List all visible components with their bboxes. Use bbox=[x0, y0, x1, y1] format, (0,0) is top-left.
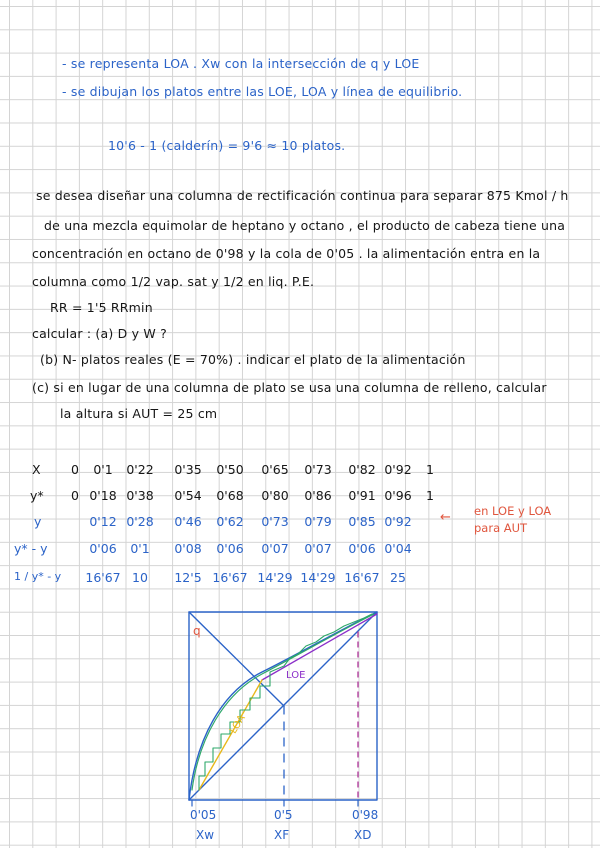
cell-diff: 0'1 bbox=[130, 541, 150, 556]
question-c-line-2: la altura si AUT = 25 cm bbox=[60, 406, 218, 421]
cell-diff: 0'06 bbox=[89, 541, 117, 556]
cell-y-star: 0'54 bbox=[174, 488, 202, 503]
label-loe: LOE bbox=[286, 670, 306, 681]
plates-calculation: 10'6 - 1 (calderín) = 9'6 ≈ 10 platos. bbox=[108, 138, 346, 153]
cell-x: 0'22 bbox=[126, 462, 154, 477]
cell-diff: 0'06 bbox=[348, 541, 376, 556]
reflux-ratio: RR = 1'5 RRmin bbox=[50, 300, 153, 315]
note-line-1: - se representa LOA . Xw con la intersección de q y LOE bbox=[62, 56, 420, 71]
cell-y-star: 0'80 bbox=[261, 488, 289, 503]
question-b: (b) N- platos reales (E = 70%) . indicar el plato de la alimentación bbox=[40, 352, 466, 367]
row-label-y-star: y* bbox=[30, 488, 44, 503]
row-label-diff: y* - y bbox=[14, 541, 48, 556]
cell-inverse: 14'29 bbox=[257, 570, 293, 585]
cell-inverse: 14'29 bbox=[300, 570, 336, 585]
cell-x: 0'35 bbox=[174, 462, 202, 477]
cell-y-star: 0 bbox=[71, 488, 79, 503]
cell-y-star: 0'91 bbox=[348, 488, 376, 503]
cell-diff: 0'07 bbox=[304, 541, 332, 556]
cell-y-star: 0'18 bbox=[89, 488, 117, 503]
question-c-line-1: (c) si en lugar de una columna de plato se usa una columna de relleno, calcular bbox=[32, 380, 547, 395]
cell-y: 0'85 bbox=[348, 514, 376, 529]
cell-x: 0'92 bbox=[384, 462, 412, 477]
row-label-y: y bbox=[34, 514, 42, 529]
problem-line-1: se desea diseñar una columna de rectificación continua para separar 875 Kmol / h bbox=[36, 188, 569, 203]
cell-diff: 0'08 bbox=[174, 541, 202, 556]
cell-inverse: 25 bbox=[390, 570, 406, 585]
xf-value: 0'5 bbox=[274, 808, 293, 822]
problem-line-2: de una mezcla equimolar de heptano y octano , el producto de cabeza tiene una bbox=[44, 218, 566, 233]
note-line-2: - se dibujan los platos entre las LOE, LOA y línea de equilibrio. bbox=[62, 84, 463, 99]
xw-label: Xw bbox=[196, 828, 215, 842]
label-q: q bbox=[193, 624, 201, 638]
cell-y: 0'62 bbox=[216, 514, 244, 529]
question-a: calcular : (a) D y W ? bbox=[32, 326, 167, 341]
cell-y-star: 0'96 bbox=[384, 488, 412, 503]
cell-x: 0 bbox=[71, 462, 79, 477]
problem-line-3: concentración en octano de 0'98 y la cola de 0'05 . la alimentación entra en la bbox=[32, 246, 541, 261]
cell-y: 0'79 bbox=[304, 514, 332, 529]
row-label-x: X bbox=[32, 462, 41, 477]
cell-x: 0'73 bbox=[304, 462, 332, 477]
side-note-1: en LOE y LOA bbox=[474, 504, 552, 518]
cell-y: 0'92 bbox=[384, 514, 412, 529]
cell-x: 0'82 bbox=[348, 462, 376, 477]
cell-y-star: 0'86 bbox=[304, 488, 332, 503]
cell-inverse: 16'67 bbox=[212, 570, 248, 585]
xw-value: 0'05 bbox=[190, 808, 217, 822]
label-loa: LOA bbox=[228, 713, 248, 736]
cell-y: 0'28 bbox=[126, 514, 154, 529]
cell-y: 0'46 bbox=[174, 514, 202, 529]
cell-inverse: 16'67 bbox=[85, 570, 121, 585]
row-label-inverse: 1 / y* - y bbox=[14, 570, 62, 583]
side-note-2: para AUT bbox=[474, 521, 528, 535]
cell-diff: 0'04 bbox=[384, 541, 412, 556]
cell-diff: 0'07 bbox=[261, 541, 289, 556]
cell-y: 0'73 bbox=[261, 514, 289, 529]
xd-value: 0'98 bbox=[352, 808, 379, 822]
cell-x: 0'50 bbox=[216, 462, 244, 477]
xf-label: XF bbox=[274, 828, 290, 842]
cell-y-star: 0'68 bbox=[216, 488, 244, 503]
cell-x: 0'1 bbox=[93, 462, 113, 477]
cell-diff: 0'06 bbox=[216, 541, 244, 556]
xd-label: XD bbox=[354, 828, 372, 842]
side-arrow-icon: ← bbox=[440, 510, 451, 525]
cell-y-star: 1 bbox=[426, 488, 434, 503]
equilibrium-highlight bbox=[192, 614, 374, 790]
cell-inverse: 10 bbox=[132, 570, 148, 585]
cell-x: 0'65 bbox=[261, 462, 289, 477]
cell-x: 1 bbox=[426, 462, 434, 477]
cell-y-star: 0'38 bbox=[126, 488, 154, 503]
cell-inverse: 12'5 bbox=[174, 570, 202, 585]
cell-y: 0'12 bbox=[89, 514, 117, 529]
problem-line-4: columna como 1/2 vap. sat y 1/2 en liq. P.E. bbox=[32, 274, 315, 289]
cell-inverse: 16'67 bbox=[344, 570, 380, 585]
